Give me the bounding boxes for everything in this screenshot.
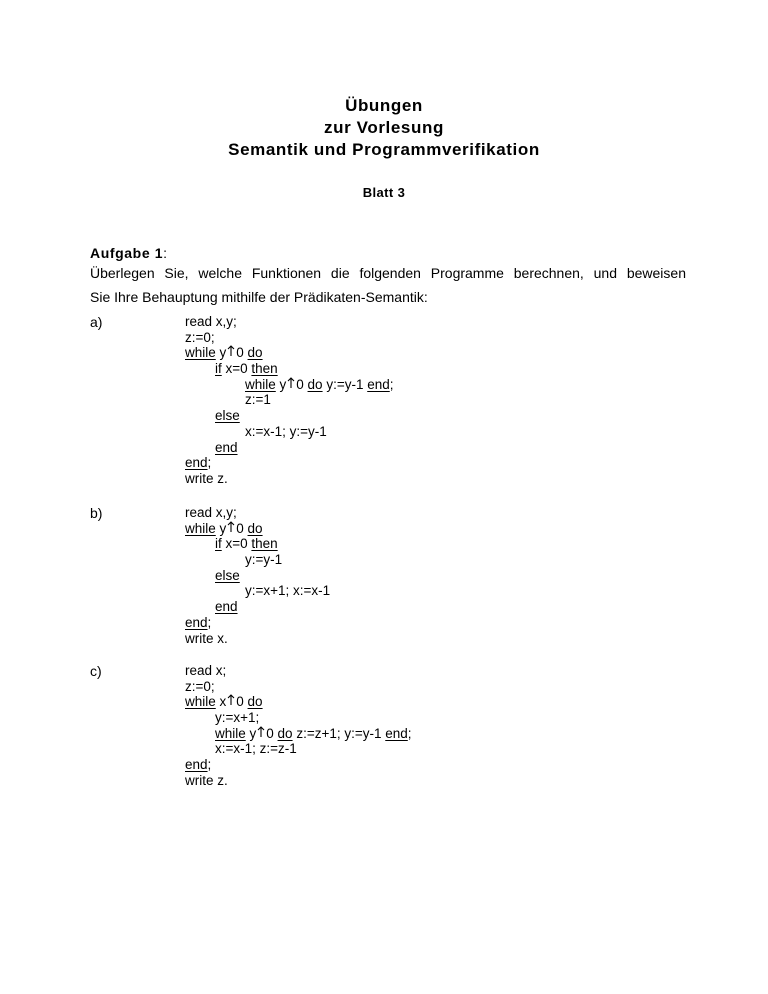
code-line <box>185 741 412 757</box>
code-line <box>185 694 412 710</box>
code-text: write x. <box>185 630 228 646</box>
code-text: write z. <box>185 470 228 486</box>
code-text: z:=0; <box>185 329 215 345</box>
code-text: ; <box>207 455 212 471</box>
program-b-label: b) <box>90 505 103 521</box>
code-line <box>185 679 412 695</box>
task-heading <box>90 245 167 261</box>
keyword-while: while <box>185 694 216 710</box>
code-text: y:=y-1 <box>322 376 368 392</box>
task-colon: : <box>163 245 167 261</box>
code-line <box>185 552 330 568</box>
keyword-while: while <box>185 345 216 361</box>
code-text: 0 <box>236 520 248 536</box>
keyword-do: do <box>247 520 263 536</box>
code-line <box>185 726 412 742</box>
code-text: y <box>215 520 227 536</box>
keyword-then: then <box>251 361 278 377</box>
keyword-end: end <box>215 439 238 455</box>
code-line <box>185 330 394 346</box>
code-text: x=0 <box>221 361 252 377</box>
code-line <box>185 615 330 631</box>
program-b-code <box>185 505 330 646</box>
code-line <box>185 773 412 789</box>
task-intro-line-2: Sie Ihre Behauptung mithilfe der Prädikaten-Semantik: <box>90 289 428 305</box>
code-line <box>185 710 412 726</box>
code-text: z:=1 <box>245 392 271 408</box>
program-c-code <box>185 663 412 789</box>
code-line <box>185 377 394 393</box>
code-line <box>185 568 330 584</box>
code-text: y:=y-1 <box>245 552 283 568</box>
code-text: ; <box>207 614 212 630</box>
code-line <box>185 408 394 424</box>
keyword-do: do <box>247 345 263 361</box>
code-text: x=0 <box>221 536 252 552</box>
keyword-do: do <box>307 376 323 392</box>
title-line-1: Übungen <box>345 96 423 115</box>
up-arrow-icon <box>227 694 235 706</box>
code-text: y <box>275 376 287 392</box>
keyword-do: do <box>247 694 263 710</box>
keyword-else: else <box>215 567 240 583</box>
keyword-while: while <box>215 725 246 741</box>
code-line <box>185 663 412 679</box>
code-text: ; <box>407 725 412 741</box>
sheet-number: Blatt 3 <box>362 185 406 200</box>
code-line <box>185 521 330 537</box>
up-arrow-icon <box>227 345 235 357</box>
keyword-while: while <box>185 520 216 536</box>
code-text: x:=x-1; y:=y-1 <box>245 423 327 439</box>
title-line-2: zur Vorlesung <box>324 118 444 137</box>
code-text: z:=0; <box>185 678 215 694</box>
keyword-then: then <box>251 536 278 552</box>
code-text: read x; <box>185 663 227 678</box>
up-arrow-icon <box>287 377 295 389</box>
keyword-while: while <box>245 376 276 392</box>
keyword-end: end <box>215 599 238 615</box>
keyword-end: end <box>385 725 408 741</box>
code-line <box>185 424 394 440</box>
code-text: 0 <box>236 694 248 710</box>
up-arrow-icon <box>257 726 265 738</box>
program-a-label: a) <box>90 314 103 330</box>
keyword-end: end <box>185 614 208 630</box>
program-c-label: c) <box>90 663 102 679</box>
code-line <box>185 583 330 599</box>
code-text: read x,y; <box>185 314 237 329</box>
code-text: z:=z+1; y:=y-1 <box>292 725 386 741</box>
code-text: x:=x-1; z:=z-1 <box>215 741 297 757</box>
code-line <box>185 471 394 487</box>
code-text: 0 <box>236 345 248 361</box>
keyword-else: else <box>215 408 240 424</box>
keyword-if: if <box>215 361 222 377</box>
code-line <box>185 440 394 456</box>
code-line <box>185 361 394 377</box>
code-line <box>185 599 330 615</box>
code-line <box>185 314 394 330</box>
keyword-end: end <box>367 376 390 392</box>
code-line <box>185 757 412 773</box>
code-line <box>185 631 330 647</box>
code-text: 0 <box>296 376 308 392</box>
code-text: y:=x+1; x:=x-1 <box>245 583 331 599</box>
code-line <box>185 455 394 471</box>
task-intro-line-1: Überlegen Sie, welche Funktionen die folgenden Programme berechnen, und beweisen <box>90 265 686 281</box>
code-text: x <box>215 694 227 710</box>
task-label: Aufgabe 1 <box>90 245 164 261</box>
keyword-do: do <box>277 725 293 741</box>
code-text: ; <box>389 376 394 392</box>
title-line-3: Semantik und Programmverifikation <box>228 140 540 159</box>
keyword-end: end <box>185 455 208 471</box>
code-line <box>185 345 394 361</box>
code-text: y <box>215 345 227 361</box>
program-a-code <box>185 314 394 487</box>
code-text: y <box>245 725 257 741</box>
code-line <box>185 505 330 521</box>
code-text: y:=x+1; <box>215 710 260 726</box>
code-line <box>185 392 394 408</box>
code-text: ; <box>207 757 212 773</box>
keyword-if: if <box>215 536 222 552</box>
up-arrow-icon <box>227 521 235 533</box>
code-text: 0 <box>266 725 278 741</box>
code-line <box>185 536 330 552</box>
code-text: read x,y; <box>185 505 237 520</box>
code-text: write z. <box>185 772 228 788</box>
keyword-end: end <box>185 757 208 773</box>
